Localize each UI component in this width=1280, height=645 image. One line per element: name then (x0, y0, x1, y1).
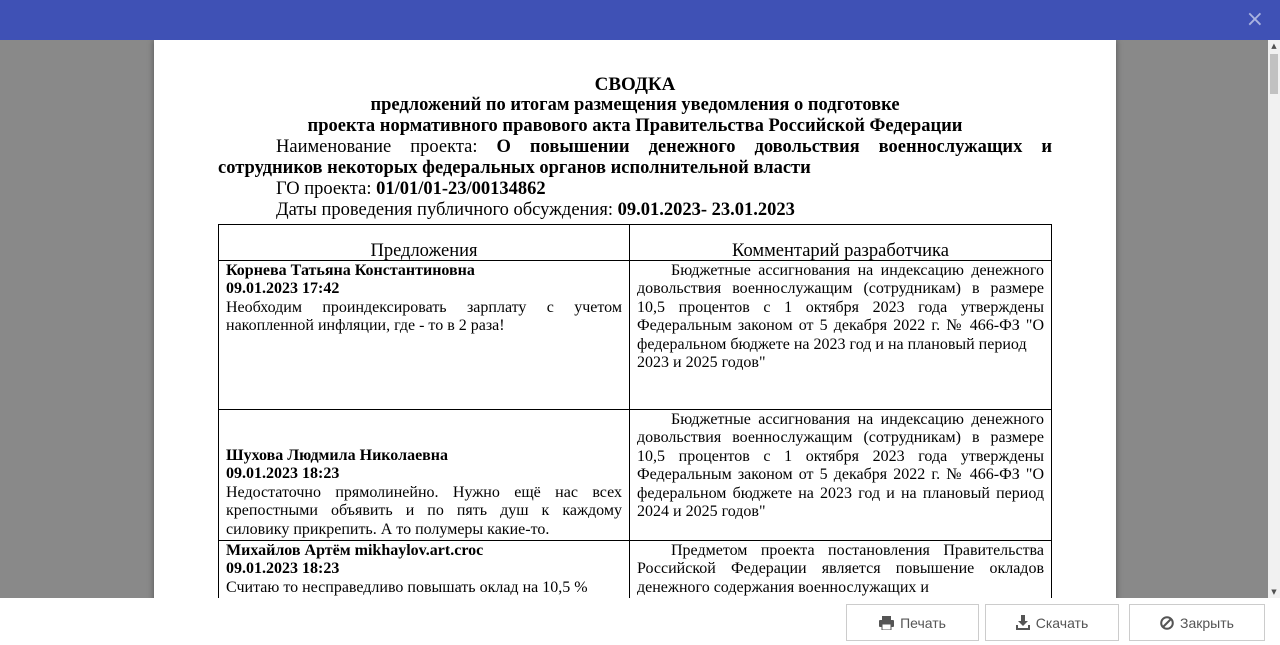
project-name-line (218, 137, 1052, 179)
proposals-table (218, 224, 1052, 598)
table-header-row (219, 225, 1052, 261)
dates-line (218, 200, 1052, 221)
document-title: СВОДКА (594, 74, 676, 95)
proposal-text: Недостаточно прямолинейно. Нужно ещё нас всех крепостными объявить и по пять душ к каждому силовику прикрепить. А то полумеры какие-то. (226, 483, 622, 538)
proposal-datetime: 09.01.2023 17:42 (226, 280, 340, 298)
proposal-author: Михайлов Артём mikhaylov.art.croc (226, 542, 484, 559)
comment-cell (630, 410, 1052, 541)
comment-text: Предметом проекта постановления Правительства Российской Федерации является повышение окладов денежного содержания военнослужащих и (637, 542, 1044, 596)
close-button[interactable] (1129, 604, 1265, 641)
proposal-datetime: 09.01.2023 18:23 (226, 560, 340, 578)
top-bar (0, 0, 1280, 40)
document-page (154, 40, 1116, 598)
table-row (219, 261, 1052, 410)
project-id-label: ГО проекта: (276, 179, 372, 199)
dialog-footer (0, 598, 1280, 645)
column-header-proposals: Предложения (219, 225, 630, 261)
proposal-author: Корнева Татьяна Константиновна (226, 262, 475, 279)
column-header-developer-comment: Комментарий разработчика (630, 225, 1052, 261)
project-id-line (218, 179, 1052, 200)
scroll-thumb[interactable] (1270, 54, 1278, 94)
project-name: О повышении денежного довольствия военнослужащих и сотрудников некоторых федеральных органов исполнительной власти (218, 137, 1053, 178)
close-icon[interactable]: × (1245, 7, 1264, 32)
proposal-author: Шухова Людмила Николаевна (226, 446, 449, 464)
document-subtitle-2: проекта нормативного правового акта Правительства Российской Федерации (307, 116, 963, 136)
proposal-cell (219, 410, 630, 541)
project-id: 01/01/01-23/00134862 (376, 179, 546, 199)
download-button[interactable] (985, 604, 1119, 641)
table-row (219, 410, 1052, 541)
comment-cell (630, 261, 1052, 410)
ban-icon (1160, 616, 1174, 630)
close-label: Закрыть (1180, 614, 1234, 631)
scroll-up-arrow-icon[interactable]: ▲ (1271, 42, 1277, 50)
document-content (218, 74, 1052, 598)
document-subtitle-1: предложений по итогам размещения уведомления о подготовке (370, 95, 900, 115)
print-label: Печать (900, 614, 946, 631)
vertical-scrollbar[interactable] (1268, 40, 1280, 598)
proposal-datetime: 09.01.2023 18:23 (226, 465, 340, 483)
download-label: Скачать (1035, 614, 1089, 631)
comment-text-continued: 2023 и 2025 годов" (637, 354, 766, 372)
comment-text: Бюджетные ассигнования на индексацию денежного довольствия военнослужащим (сотрудникам) в размере 10,5 процентов с 1 октября 2023 года утверждены Федеральным законом от 5 декабря 2022 г. № 466-ФЗ "О федеральном бюджете на 2023 год и на плановый период (637, 262, 1044, 353)
scroll-down-arrow-icon[interactable]: ▼ (1271, 588, 1277, 596)
printer-icon (879, 616, 894, 630)
comment-text: Бюджетные ассигнования на индексацию денежного довольствия военнослужащим (сотрудникам) в размере 10,5 процентов с 1 октября 2023 года утверждены Федеральным законом от 5 декабря 2022 г. № 466-ФЗ "О федеральном бюджете на 2023 год и на плановый период 2024 и 2025 годов" (637, 411, 1044, 521)
dates-label: Даты проведения публичного обсуждения: (276, 200, 613, 220)
print-button[interactable] (846, 604, 979, 641)
dates-value: 09.01.2023- 23.01.2023 (617, 200, 795, 220)
proposal-cell (219, 261, 630, 410)
comment-cell (630, 541, 1052, 599)
proposal-cell (219, 541, 630, 599)
table-row (219, 541, 1052, 599)
download-icon (1016, 615, 1030, 630)
project-name-label: Наименование проекта: (276, 137, 478, 157)
document-viewer[interactable] (0, 40, 1280, 598)
proposal-text: Необходим проиндексировать зарплату с учетом накопленной инфляции, где - то в 2 раза! (226, 298, 622, 335)
proposal-text: Считаю то несправедливо повышать оклад на 10,5 % (226, 578, 588, 596)
